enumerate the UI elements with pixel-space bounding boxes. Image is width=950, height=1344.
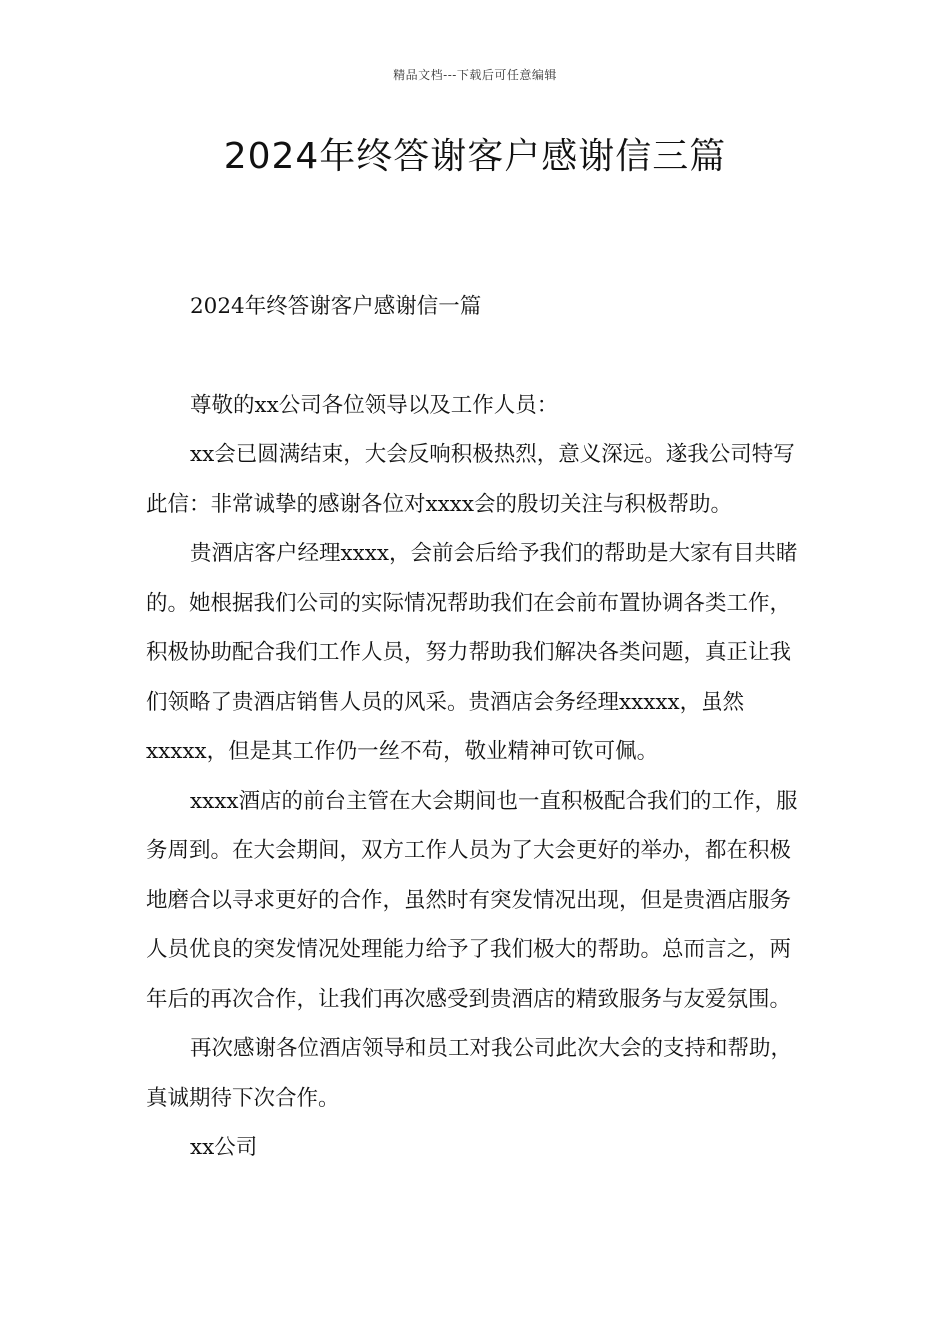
document-body (146, 282, 808, 1173)
salutation: 尊敬的xx公司各位领导以及工作人员： (190, 392, 559, 418)
signature: xx公司 (190, 1135, 258, 1160)
paragraph: 贵酒店客户经理xxxx，会前会后给予我们的帮助是大家有目共睹的。她根据我们公司的实际情况帮助我们在会前布置协调各类工作，积极协助配合我们工作人员，努力帮助我们解决各类问题，真正让我们领略了贵酒店销售人员的风采。贵酒店会务经理xxxxx，虽然xxxxx，但是其工作仍一丝不苟，敬业精神可钦可佩。 (146, 541, 798, 764)
paragraph: xx会已圆满结束，大会反响积极热烈，意义深远。遂我公司特写此信：非常诚挚的感谢各位对xxxx会的殷切关注与积极帮助。 (146, 442, 795, 517)
section-subtitle: 2024年终答谢客户感谢信一篇 (190, 294, 482, 319)
document-title: 2024年终答谢客户感谢信三篇 (223, 136, 727, 177)
page-header: 精品文档---下载后可任意编辑 (393, 68, 557, 82)
paragraph: xxxx酒店的前台主管在大会期间也一直积极配合我们的工作，服务周到。在大会期间，双方工作人员为了大会更好的举办，都在积极地磨合以寻求更好的合作，虽然时有突发情况出现，但是贵酒店服务人员优良的突发情况处理能力给予了我们极大的帮助。总而言之，两年后的再次合作，让我们再次感受到贵酒店的精致服务与友爱氛围。 (146, 788, 798, 1012)
paragraph: 再次感谢各位酒店领导和员工对我公司此次大会的支持和帮助，真诚期待下次合作。 (146, 1036, 793, 1111)
